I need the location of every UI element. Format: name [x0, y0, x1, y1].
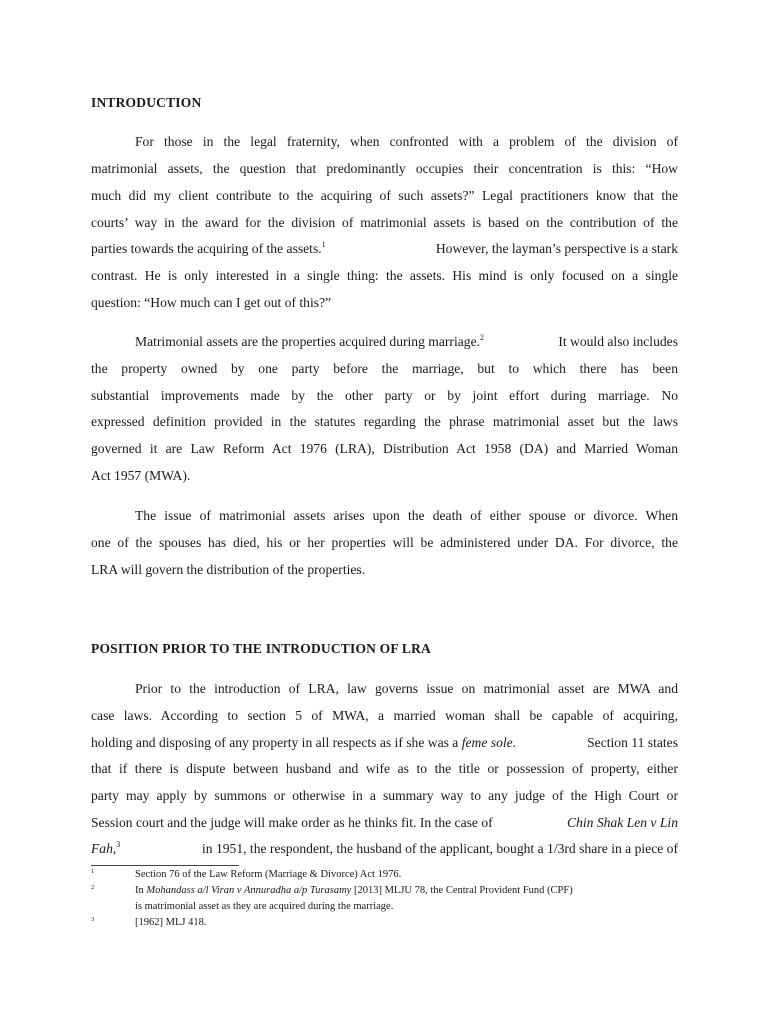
paragraph-line: Prior to the introduction of LRA, law governs issue on matrimonial asset are MWA and — [135, 681, 678, 696]
paragraph-line: courts’ way in the award for the division of matrimonial assets is based on the contribution of the — [91, 215, 678, 230]
paragraph-line: party may apply by summons or otherwise in a summary way to any judge of the High Court or — [91, 788, 678, 803]
footnote-ref: 3 — [116, 840, 121, 849]
footnote-number: 2 — [91, 884, 95, 891]
paragraph-line: governed it are Law Reform Act 1976 (LRA), Distribution Act 1958 (DA) and Married Woman — [91, 441, 678, 456]
paragraph-line: matrimonial assets, the question that predominantly occupies their concentration is this: “How — [91, 161, 678, 176]
text-segment — [91, 840, 120, 858]
text-segment: Session court and the judge will make order as he thinks fit. In the case of — [91, 815, 493, 830]
footnote-text — [135, 885, 573, 897]
footnote-text: Section 76 of the Law Reform (Marriage & Divorce) Act 1976. — [135, 869, 402, 880]
footnote-number: 1 — [91, 868, 95, 875]
paragraph-line: substantial improvements made by the other party or by joint effort during marriage. No — [91, 388, 678, 403]
text-segment: in 1951, the respondent, the husband of the applicant, bought a 1/3rd share in a piece of — [201, 841, 678, 856]
case-name: Mohandass a/l Viran v Annuradha a/p Turasamy — [146, 885, 352, 896]
italic-term: feme sole. — [461, 735, 517, 750]
footnote-text: is matrimonial asset as they are acquired during the marriage. — [135, 901, 394, 912]
paragraph-line: For those in the legal fraternity, when confronted with a problem of the division of — [135, 134, 678, 149]
footnote-divider — [91, 865, 239, 866]
paragraph-line: The issue of matrimonial assets arises upon the death of either spouse or divorce. When — [135, 508, 678, 523]
paragraph-line: that if there is dispute between husband and wife as to the title or possession of property, either — [91, 761, 678, 776]
case-name: Fah, — [91, 841, 117, 856]
paragraph-line: much did my client contribute to the acquiring of such assets?” Legal practitioners know that the — [91, 188, 678, 203]
paragraph-line: contrast. He is only interested in a single thing: the assets. His mind is only focused on a single — [91, 268, 678, 283]
text-segment: parties towards the acquiring of the assets.$^1$ — [91, 240, 326, 256]
footnote-ref: 2 — [480, 333, 485, 342]
paragraph-line: expressed definition provided in the statutes regarding the phrase matrimonial asset but the laws — [91, 414, 678, 429]
paragraph-line: Act 1957 (MWA). — [91, 468, 191, 483]
text-segment: However, the layman’s perspective is a stark — [435, 241, 678, 256]
paragraph-line: one of the spouses has died, his or her properties will be administered under DA. For divorce, the — [91, 535, 678, 550]
paragraph-line — [91, 840, 678, 858]
paragraph-line — [91, 814, 678, 832]
paragraph-line — [91, 240, 678, 258]
footnote-text: [1962] MLJ 418. — [135, 917, 207, 928]
paragraph-line: the property owned by one party before the marriage, but to which there has been — [91, 361, 678, 376]
section-heading-position-prior-lra: POSITION PRIOR TO THE INTRODUCTION OF LRA — [91, 641, 432, 656]
footnote-ref: 1 — [321, 240, 326, 249]
section-heading-introduction: INTRODUCTION — [91, 95, 202, 110]
text-segment: In — [135, 885, 147, 896]
text-segment: Matrimonial assets are the properties acquired during marriage.$^2$ — [135, 333, 485, 349]
text-segment: It would also includes — [558, 334, 678, 349]
footnote-number: 3 — [91, 916, 95, 923]
paragraph-line — [135, 333, 678, 351]
case-name: Chin Shak Len v Lin — [566, 815, 678, 830]
text-segment: [2013] MLJU 78, the Central Provident Fund (CPF) — [351, 885, 573, 896]
paragraph-line — [91, 734, 678, 752]
text-segment: Section 11 states — [587, 735, 678, 750]
paragraph-line: question: “How much can I get out of this?” — [91, 295, 332, 310]
text-segment: holding and disposing of any property in all respects as if she was a feme sole. — [91, 735, 517, 750]
paragraph-line: LRA will govern the distribution of the properties. — [91, 562, 366, 577]
paragraph-line: case laws. According to section 5 of MWA, a married woman shall be capable of acquiring, — [91, 708, 678, 723]
